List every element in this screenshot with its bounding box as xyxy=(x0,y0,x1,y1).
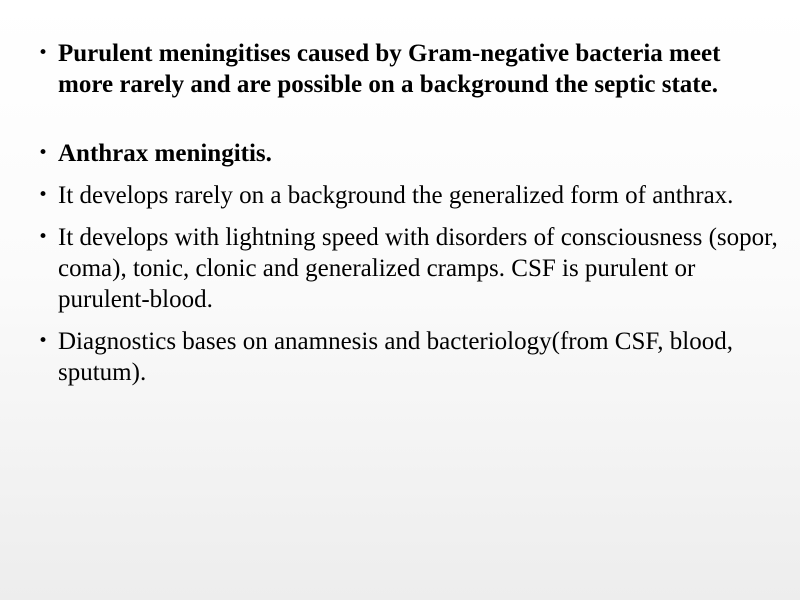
bullet-item-gram-negative xyxy=(38,38,778,100)
bullet-item-develops-rarely xyxy=(38,180,778,211)
bullet-item-diagnostics xyxy=(38,326,778,388)
bullet-item-lightning-speed xyxy=(38,222,778,315)
bullet-icon: • xyxy=(38,143,49,163)
bullet-icon: • xyxy=(38,185,49,205)
bullet-icon: • xyxy=(38,43,49,63)
bullet-text: Anthrax meningitis. xyxy=(58,140,272,167)
bullet-text: It develops with lightning speed with disorders of consciousness (sopor, coma), tonic, clonic and generalized cramps. CSF is purulent or purulent-blood. xyxy=(58,224,778,313)
bullet-icon: • xyxy=(38,331,49,351)
bullet-list xyxy=(38,38,778,399)
bullet-text: Purulent meningitises caused by Gram-negative bacteria meet more rarely and are possible on a background the septic state. xyxy=(58,40,721,98)
bullet-text: Diagnostics bases on anamnesis and bacteriology(from CSF, blood, sputum). xyxy=(58,328,733,386)
bullet-item-anthrax-heading xyxy=(38,138,778,169)
bullet-icon: • xyxy=(38,227,49,247)
bullet-text: It develops rarely on a background the generalized form of anthrax. xyxy=(58,182,734,209)
